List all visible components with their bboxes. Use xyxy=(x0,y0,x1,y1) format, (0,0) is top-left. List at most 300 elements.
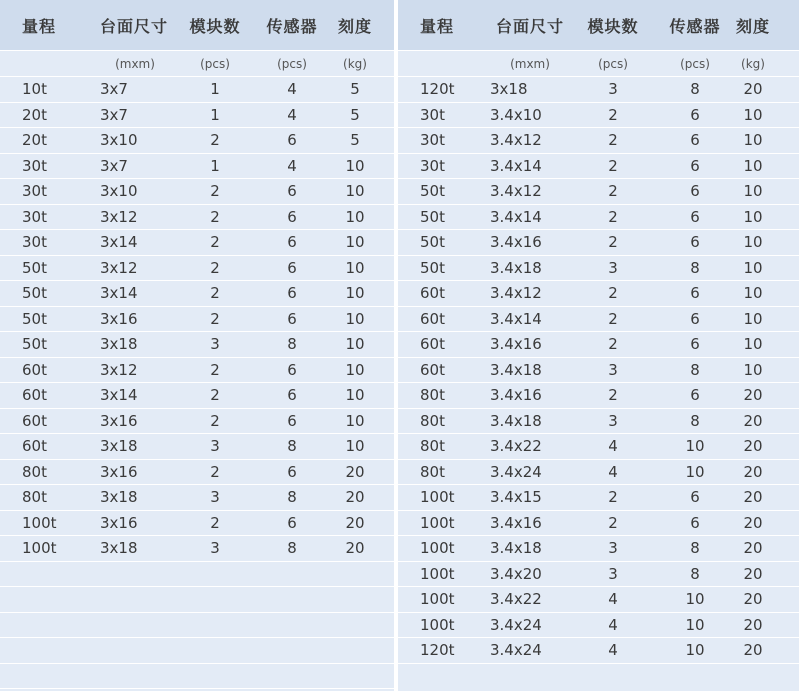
cell-module-count: 2 xyxy=(608,386,618,405)
cell-module-count: 3 xyxy=(608,539,618,558)
cell-scale: 20 xyxy=(345,513,365,532)
cell-module-count: 2 xyxy=(210,360,220,379)
cell-sensors: 6 xyxy=(690,105,700,124)
cell-scale: 20 xyxy=(345,462,365,481)
cell-sensors: 10 xyxy=(685,462,705,481)
cell-capacity: 80t xyxy=(420,437,445,456)
table-row xyxy=(398,77,799,103)
cell-scale: 20 xyxy=(743,488,763,507)
cell-capacity: 60t xyxy=(22,411,47,430)
cell-platform-size: 3.4x12 xyxy=(490,131,542,150)
cell-sensors: 6 xyxy=(690,284,700,303)
cell-module-count: 2 xyxy=(210,513,220,532)
cell-platform-size: 3.4x15 xyxy=(490,488,542,507)
left-unit-row xyxy=(0,51,394,77)
cell-sensors: 6 xyxy=(690,335,700,354)
cell-scale xyxy=(325,664,385,689)
cell-platform-size: 3.4x12 xyxy=(490,284,542,303)
table-row xyxy=(0,128,394,154)
cell-platform-size: 3x14 xyxy=(100,284,138,303)
cell-sensors: 10 xyxy=(685,615,705,634)
cell-sensors: 8 xyxy=(287,539,297,558)
cell-scale: 20 xyxy=(743,386,763,405)
cell-capacity: 30t xyxy=(22,182,47,201)
cell-platform-size: 3.4x16 xyxy=(490,386,542,405)
cell-capacity: 60t xyxy=(420,360,445,379)
cell-scale: 10 xyxy=(345,437,365,456)
cell-sensors: 10 xyxy=(685,641,705,660)
cell-capacity: 10t xyxy=(22,80,47,99)
cell-scale: 10 xyxy=(345,156,365,175)
cell-sensors: 6 xyxy=(690,386,700,405)
cell-scale: 20 xyxy=(743,564,763,583)
cell-sensors xyxy=(257,587,327,612)
cell-capacity xyxy=(22,562,82,587)
cell-scale: 5 xyxy=(350,80,360,99)
cell-module-count: 3 xyxy=(210,539,220,558)
cell-platform-size: 3.4x22 xyxy=(490,590,542,609)
cell-capacity: 100t xyxy=(420,564,455,583)
cell-scale: 10 xyxy=(345,309,365,328)
cell-platform-size: 3x10 xyxy=(100,131,138,150)
cell-capacity: 80t xyxy=(22,462,47,481)
cell-platform-size: 3.4x14 xyxy=(490,156,542,175)
left-table-body xyxy=(0,77,394,689)
cell-sensors: 6 xyxy=(287,309,297,328)
cell-module-count: 1 xyxy=(210,80,220,99)
unit-sensors: (pcs) xyxy=(277,56,307,71)
cell-sensors: 6 xyxy=(690,182,700,201)
table-row xyxy=(0,613,394,639)
cell-platform-size: 3x16 xyxy=(100,462,138,481)
cell-sensors: 6 xyxy=(287,131,297,150)
cell-module-count: 2 xyxy=(608,233,618,252)
cell-scale: 20 xyxy=(743,411,763,430)
cell-sensors: 6 xyxy=(690,156,700,175)
cell-platform-size: 3x18 xyxy=(100,335,138,354)
unit-platform-size: (mxm) xyxy=(510,56,550,71)
table-row xyxy=(398,256,799,282)
cell-platform-size: 3.4x24 xyxy=(490,462,542,481)
cell-sensors: 8 xyxy=(690,411,700,430)
cell-module-count: 2 xyxy=(608,488,618,507)
table-row xyxy=(398,230,799,256)
cell-module-count: 2 xyxy=(608,131,618,150)
cell-module-count: 4 xyxy=(608,590,618,609)
cell-scale: 10 xyxy=(345,360,365,379)
cell-platform-size: 3x16 xyxy=(100,411,138,430)
table-row xyxy=(398,562,799,588)
cell-module-count: 2 xyxy=(608,105,618,124)
table-row xyxy=(398,511,799,537)
cell-scale: 20 xyxy=(743,641,763,660)
cell-module-count: 4 xyxy=(608,615,618,634)
cell-module-count: 2 xyxy=(210,284,220,303)
table-row xyxy=(398,103,799,129)
cell-capacity: 30t xyxy=(420,105,445,124)
left-header-row xyxy=(0,0,394,51)
cell-platform-size: 3.4x10 xyxy=(490,105,542,124)
cell-platform-size: 3.4x16 xyxy=(490,335,542,354)
cell-scale: 10 xyxy=(345,386,365,405)
cell-platform-size xyxy=(100,613,170,638)
right-table-panel xyxy=(398,0,799,691)
cell-capacity: 30t xyxy=(420,131,445,150)
cell-capacity: 50t xyxy=(22,335,47,354)
cell-capacity: 80t xyxy=(420,462,445,481)
table-row xyxy=(0,179,394,205)
cell-scale: 10 xyxy=(743,182,763,201)
cell-capacity: 50t xyxy=(420,182,445,201)
table-row xyxy=(398,613,799,639)
cell-sensors xyxy=(257,638,327,663)
cell-capacity: 30t xyxy=(420,156,445,175)
cell-platform-size: 3x7 xyxy=(100,156,128,175)
cell-scale: 10 xyxy=(743,258,763,277)
cell-module-count: 3 xyxy=(608,411,618,430)
cell-capacity xyxy=(22,587,82,612)
cell-platform-size: 3x18 xyxy=(490,80,528,99)
unit-sensors: (pcs) xyxy=(680,56,710,71)
table-row xyxy=(398,587,799,613)
header-scale: 刻度 xyxy=(735,16,770,36)
cell-module-count xyxy=(180,664,250,689)
cell-module-count xyxy=(180,613,250,638)
cell-sensors: 6 xyxy=(287,258,297,277)
cell-scale: 20 xyxy=(345,539,365,558)
header-module-count: 模块数 xyxy=(189,16,241,36)
table-row xyxy=(398,128,799,154)
table-row xyxy=(0,587,394,613)
table-row xyxy=(0,307,394,333)
cell-capacity: 50t xyxy=(22,309,47,328)
table-row xyxy=(0,205,394,231)
cell-module-count: 2 xyxy=(608,182,618,201)
cell-scale: 20 xyxy=(743,513,763,532)
cell-sensors: 6 xyxy=(690,207,700,226)
table-row xyxy=(0,383,394,409)
cell-sensors: 4 xyxy=(287,156,297,175)
cell-sensors: 6 xyxy=(690,233,700,252)
cell-platform-size: 3x16 xyxy=(100,309,138,328)
table-row xyxy=(0,281,394,307)
table-row xyxy=(398,485,799,511)
cell-capacity: 50t xyxy=(420,258,445,277)
right-table-body xyxy=(398,77,799,664)
cell-module-count: 2 xyxy=(210,258,220,277)
cell-sensors: 6 xyxy=(287,360,297,379)
cell-scale: 10 xyxy=(743,131,763,150)
cell-sensors: 6 xyxy=(287,411,297,430)
table-row xyxy=(0,358,394,384)
cell-platform-size: 3.4x24 xyxy=(490,641,542,660)
cell-scale: 5 xyxy=(350,131,360,150)
cell-module-count: 2 xyxy=(210,386,220,405)
cell-sensors xyxy=(257,664,327,689)
cell-platform-size xyxy=(100,587,170,612)
cell-sensors: 8 xyxy=(690,360,700,379)
cell-sensors xyxy=(257,562,327,587)
unit-platform-size: (mxm) xyxy=(115,56,155,71)
cell-module-count: 3 xyxy=(608,360,618,379)
cell-sensors: 6 xyxy=(690,488,700,507)
cell-platform-size: 3x18 xyxy=(100,488,138,507)
cell-platform-size: 3x7 xyxy=(100,105,128,124)
cell-scale: 10 xyxy=(345,207,365,226)
cell-module-count: 2 xyxy=(210,309,220,328)
cell-platform-size: 3.4x20 xyxy=(490,564,542,583)
cell-platform-size: 3x7 xyxy=(100,80,128,99)
cell-sensors: 6 xyxy=(287,207,297,226)
cell-capacity xyxy=(22,664,82,689)
cell-platform-size: 3.4x22 xyxy=(490,437,542,456)
cell-capacity: 30t xyxy=(22,233,47,252)
cell-capacity: 60t xyxy=(420,284,445,303)
table-row xyxy=(398,409,799,435)
cell-sensors: 4 xyxy=(287,80,297,99)
cell-module-count: 2 xyxy=(210,207,220,226)
cell-platform-size: 3.4x14 xyxy=(490,207,542,226)
cell-capacity: 30t xyxy=(22,207,47,226)
cell-capacity: 120t xyxy=(420,80,455,99)
cell-platform-size xyxy=(100,562,170,587)
cell-scale: 10 xyxy=(345,411,365,430)
header-sensors: 传感器 xyxy=(669,16,721,36)
cell-scale: 10 xyxy=(345,182,365,201)
cell-scale xyxy=(325,638,385,663)
cell-scale xyxy=(325,587,385,612)
cell-capacity: 100t xyxy=(420,615,455,634)
cell-scale: 20 xyxy=(345,488,365,507)
cell-scale: 10 xyxy=(743,105,763,124)
cell-capacity xyxy=(22,638,82,663)
cell-scale: 10 xyxy=(743,335,763,354)
cell-capacity: 100t xyxy=(420,513,455,532)
cell-module-count: 4 xyxy=(608,437,618,456)
cell-module-count xyxy=(180,562,250,587)
cell-platform-size: 3.4x18 xyxy=(490,258,542,277)
cell-platform-size: 3x10 xyxy=(100,182,138,201)
cell-capacity: 60t xyxy=(420,309,445,328)
cell-capacity: 60t xyxy=(22,386,47,405)
cell-platform-size: 3x12 xyxy=(100,360,138,379)
cell-module-count xyxy=(180,587,250,612)
table-row xyxy=(0,485,394,511)
cell-sensors: 6 xyxy=(287,182,297,201)
right-unit-row xyxy=(398,51,799,77)
cell-scale: 10 xyxy=(345,284,365,303)
cell-sensors: 10 xyxy=(685,437,705,456)
cell-sensors: 6 xyxy=(287,386,297,405)
cell-module-count: 3 xyxy=(210,335,220,354)
unit-module-count: (pcs) xyxy=(598,56,628,71)
cell-module-count: 3 xyxy=(608,258,618,277)
table-row xyxy=(0,230,394,256)
cell-platform-size: 3.4x16 xyxy=(490,233,542,252)
cell-capacity: 50t xyxy=(420,233,445,252)
cell-platform-size: 3x12 xyxy=(100,207,138,226)
cell-module-count: 2 xyxy=(608,207,618,226)
cell-sensors: 6 xyxy=(287,513,297,532)
cell-sensors: 6 xyxy=(287,284,297,303)
cell-platform-size xyxy=(100,664,170,689)
cell-scale: 20 xyxy=(743,615,763,634)
cell-sensors: 4 xyxy=(287,105,297,124)
cell-module-count: 2 xyxy=(608,156,618,175)
cell-sensors: 8 xyxy=(287,488,297,507)
cell-module-count: 2 xyxy=(210,233,220,252)
cell-capacity: 20t xyxy=(22,105,47,124)
cell-sensors xyxy=(257,613,327,638)
cell-sensors: 8 xyxy=(690,539,700,558)
cell-capacity: 60t xyxy=(420,335,445,354)
cell-scale: 10 xyxy=(743,309,763,328)
table-row xyxy=(0,536,394,562)
cell-platform-size: 3x12 xyxy=(100,258,138,277)
cell-platform-size: 3x16 xyxy=(100,513,138,532)
unit-capacity xyxy=(420,51,480,76)
cell-capacity xyxy=(22,613,82,638)
cell-sensors: 6 xyxy=(287,462,297,481)
cell-scale: 10 xyxy=(743,284,763,303)
cell-module-count: 2 xyxy=(608,335,618,354)
cell-capacity: 60t xyxy=(22,437,47,456)
header-platform-size: 台面尺寸 xyxy=(100,16,169,36)
cell-module-count xyxy=(180,638,250,663)
cell-scale: 20 xyxy=(743,539,763,558)
cell-module-count: 3 xyxy=(608,564,618,583)
cell-capacity: 100t xyxy=(22,539,57,558)
cell-platform-size: 3.4x12 xyxy=(490,182,542,201)
cell-scale: 20 xyxy=(743,462,763,481)
table-row xyxy=(0,154,394,180)
table-row xyxy=(0,77,394,103)
cell-sensors: 10 xyxy=(685,590,705,609)
cell-sensors: 8 xyxy=(690,564,700,583)
cell-platform-size: 3x14 xyxy=(100,233,138,252)
cell-capacity: 120t xyxy=(420,641,455,660)
cell-capacity: 50t xyxy=(22,284,47,303)
cell-scale: 10 xyxy=(743,156,763,175)
cell-module-count: 2 xyxy=(210,182,220,201)
unit-module-count: (pcs) xyxy=(200,56,230,71)
cell-platform-size: 3.4x24 xyxy=(490,615,542,634)
left-table-panel xyxy=(0,0,394,691)
right-header-row xyxy=(398,0,799,51)
cell-scale: 10 xyxy=(345,233,365,252)
cell-module-count: 3 xyxy=(608,80,618,99)
cell-sensors: 6 xyxy=(690,513,700,532)
table-row xyxy=(398,205,799,231)
cell-sensors: 6 xyxy=(287,233,297,252)
cell-scale: 10 xyxy=(345,258,365,277)
cell-capacity: 100t xyxy=(420,539,455,558)
cell-capacity: 60t xyxy=(22,360,47,379)
cell-module-count: 1 xyxy=(210,105,220,124)
cell-module-count: 2 xyxy=(608,284,618,303)
unit-scale: (kg) xyxy=(343,56,367,71)
cell-capacity: 80t xyxy=(22,488,47,507)
cell-platform-size: 3x18 xyxy=(100,539,138,558)
table-row xyxy=(398,638,799,664)
cell-platform-size: 3x14 xyxy=(100,386,138,405)
cell-capacity: 50t xyxy=(22,258,47,277)
cell-module-count: 2 xyxy=(608,513,618,532)
table-row xyxy=(0,664,394,690)
table-row xyxy=(398,332,799,358)
cell-scale: 10 xyxy=(743,360,763,379)
cell-capacity: 80t xyxy=(420,386,445,405)
cell-platform-size: 3.4x14 xyxy=(490,309,542,328)
header-scale: 刻度 xyxy=(337,16,372,36)
cell-capacity: 80t xyxy=(420,411,445,430)
cell-module-count: 3 xyxy=(210,488,220,507)
cell-platform-size: 3x18 xyxy=(100,437,138,456)
table-row xyxy=(398,536,799,562)
table-row xyxy=(398,460,799,486)
cell-capacity: 100t xyxy=(22,513,57,532)
table-row xyxy=(398,383,799,409)
header-platform-size: 台面尺寸 xyxy=(495,16,564,36)
header-module-count: 模块数 xyxy=(587,16,639,36)
header-capacity: 量程 xyxy=(22,16,57,36)
cell-capacity: 20t xyxy=(22,131,47,150)
cell-module-count: 1 xyxy=(210,156,220,175)
unit-capacity xyxy=(22,51,82,76)
table-row xyxy=(398,154,799,180)
cell-module-count: 3 xyxy=(210,437,220,456)
table-row xyxy=(0,409,394,435)
cell-module-count: 2 xyxy=(210,131,220,150)
cell-scale xyxy=(325,562,385,587)
table-row xyxy=(398,434,799,460)
cell-sensors: 6 xyxy=(690,131,700,150)
cell-scale: 10 xyxy=(743,207,763,226)
cell-capacity: 100t xyxy=(420,488,455,507)
cell-sensors: 8 xyxy=(287,335,297,354)
cell-scale: 5 xyxy=(350,105,360,124)
table-row xyxy=(0,332,394,358)
cell-scale: 20 xyxy=(743,590,763,609)
cell-platform-size xyxy=(100,638,170,663)
cell-capacity: 100t xyxy=(420,590,455,609)
cell-scale: 10 xyxy=(345,335,365,354)
table-row xyxy=(398,307,799,333)
unit-scale: (kg) xyxy=(741,56,765,71)
table-row xyxy=(0,638,394,664)
table-row xyxy=(0,460,394,486)
cell-module-count: 2 xyxy=(608,309,618,328)
cell-platform-size: 3.4x18 xyxy=(490,539,542,558)
cell-sensors: 8 xyxy=(690,258,700,277)
table-row xyxy=(398,281,799,307)
cell-module-count: 2 xyxy=(210,411,220,430)
cell-sensors: 6 xyxy=(690,309,700,328)
cell-module-count: 4 xyxy=(608,641,618,660)
table-row xyxy=(398,179,799,205)
cell-platform-size: 3.4x18 xyxy=(490,360,542,379)
cell-capacity: 50t xyxy=(420,207,445,226)
table-row xyxy=(398,358,799,384)
cell-sensors: 8 xyxy=(690,80,700,99)
cell-capacity: 30t xyxy=(22,156,47,175)
cell-platform-size: 3.4x16 xyxy=(490,513,542,532)
cell-sensors: 8 xyxy=(287,437,297,456)
table-row xyxy=(0,103,394,129)
cell-scale: 20 xyxy=(743,80,763,99)
cell-scale xyxy=(325,613,385,638)
table-row xyxy=(0,434,394,460)
